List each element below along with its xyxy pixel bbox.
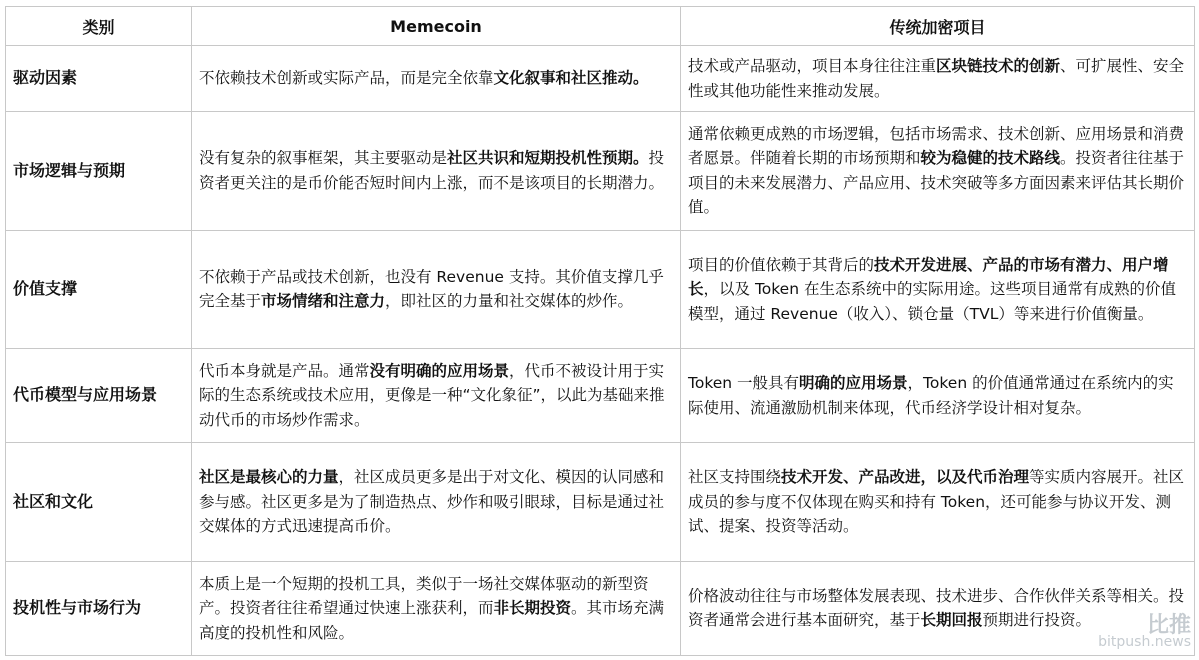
memecoin-cell: [192, 348, 681, 442]
bold-text: 长期回报: [920, 611, 983, 630]
category-cell: 驱动因素: [6, 46, 192, 112]
text-segment: 不依赖于产品或技术创新，也没有 Revenue 支持。其价值支撑几乎完全基于: [199, 267, 664, 311]
text-segment: 代币本身就是产品。通常: [199, 361, 370, 380]
table-row: [6, 112, 1195, 230]
text-segment: ，代币不被设计用于实际的生态系统或技术应用，更像是一种“文化象征”，以此为基础来推动代币的市场炒作需求。: [199, 361, 665, 429]
text-segment: 预期进行投资。: [982, 611, 1092, 630]
bold-text: 没有明确的应用场景: [369, 361, 510, 380]
category-cell: 投机性与市场行为: [6, 561, 192, 655]
header-category: 类别: [6, 7, 192, 46]
traditional-cell: [681, 112, 1195, 230]
bold-text: 文化叙事和社区推动。: [493, 69, 649, 88]
text-segment: 投资者更关注的是币价能否短时间内上涨，而不是该项目的长期潜力。: [199, 149, 665, 192]
table-row: [6, 230, 1195, 348]
memecoin-cell: [192, 112, 681, 230]
bold-text: 区块链技术的创新: [936, 57, 1061, 76]
comparison-table: [5, 6, 1195, 656]
text-segment: 不依赖技术创新或实际产品，而是完全依靠: [199, 69, 494, 88]
bold-text: 技术开发进展、产品的市场有潜力、用户增长: [688, 255, 1169, 299]
bold-text: 较为稳健的技术路线: [920, 149, 1061, 168]
table-row: [6, 443, 1195, 561]
bold-text: 技术开发、产品改进，以及代币治理: [781, 468, 1030, 487]
text-segment: 、可扩展性、安全性或其他功能性来推动发展。: [688, 57, 1185, 100]
text-segment: 。投资者往往基于项目的未来发展潜力、产品应用、技术突破等多方面因素来评估其长期价值。: [688, 149, 1185, 217]
text-segment: ，社区成员更多是出于对文化、模因的认同感和参与感。社区更多是为了制造热点、炒作和吸引眼球，目标是通过社交媒体的方式迅速提高币价。: [199, 468, 665, 536]
traditional-cell: [681, 348, 1195, 442]
category-cell: 市场逻辑与预期: [6, 112, 192, 230]
traditional-cell: [681, 46, 1195, 112]
header-memecoin: Memecoin: [192, 7, 681, 46]
text-segment: Token 一般具有: [688, 374, 800, 393]
watermark-logo: 比推: [1146, 613, 1191, 638]
text-segment: ，即社区的力量和社交媒体的炒作。: [385, 292, 634, 311]
table-row: [6, 348, 1195, 442]
text-segment: ，以及 Token 在生态系统中的实际用途。这些项目通常有成熟的价值模型，通过 Revenue（收入）、锁仓量（TVL）等来进行价值衡量。: [688, 280, 1176, 323]
memecoin-cell: [192, 561, 681, 655]
traditional-cell: [681, 230, 1195, 348]
bold-text: 社区共识和短期投机性预期。: [447, 149, 649, 168]
text-segment: ，Token 的价值通常通过在系统内的实际使用、流通激励机制来体现，代币经济学设计相对复杂。: [688, 374, 1174, 417]
table-row: [6, 561, 1195, 655]
category-cell: 代币模型与应用场景: [6, 348, 192, 442]
memecoin-cell: [192, 230, 681, 348]
bold-text: 市场情绪和注意力: [261, 292, 386, 311]
text-segment: 项目的价值依赖于其背后的: [688, 255, 875, 274]
text-segment: 技术或产品驱动，项目本身往往注重: [688, 57, 937, 76]
text-segment: 。其市场充满高度的投机性和风险。: [199, 599, 665, 642]
memecoin-cell: [192, 443, 681, 561]
header-row: [6, 7, 1195, 46]
category-cell: 价值支撑: [6, 230, 192, 348]
text-segment: 社区支持围绕: [688, 468, 782, 487]
text-segment: 通常依赖更成熟的市场逻辑，包括市场需求、技术创新、应用场景和消费者愿景。伴随着长期的市场预期和: [688, 124, 1185, 168]
text-segment: 等实质内容展开。社区成员的参与度不仅体现在购买和持有 Token，还可能参与协议开发、测试、提案、投资等活动。: [688, 468, 1185, 536]
watermark-site: bitpush.news: [1098, 634, 1191, 650]
memecoin-cell: [192, 46, 681, 112]
table-row: [6, 46, 1195, 112]
text-segment: 价格波动往往与市场整体发展表现、技术进步、合作伙伴关系等相关。投资者通常会进行基本面研究，基于: [688, 586, 1185, 630]
header-traditional: 传统加密项目: [681, 7, 1195, 46]
text-segment: 没有复杂的叙事框架，其主要驱动是: [199, 149, 448, 168]
text-segment: 本质上是一个短期的投机工具，类似于一场社交媒体驱动的新型资产。投资者往往希望通过快速上涨获利，而: [199, 574, 649, 618]
traditional-cell: [681, 443, 1195, 561]
bold-text: 明确的应用场景: [799, 374, 908, 393]
traditional-cell: [681, 561, 1195, 655]
bold-text: 非长期投资: [493, 599, 572, 618]
category-cell: 社区和文化: [6, 443, 192, 561]
bold-text: 社区是最核心的力量: [199, 468, 339, 487]
